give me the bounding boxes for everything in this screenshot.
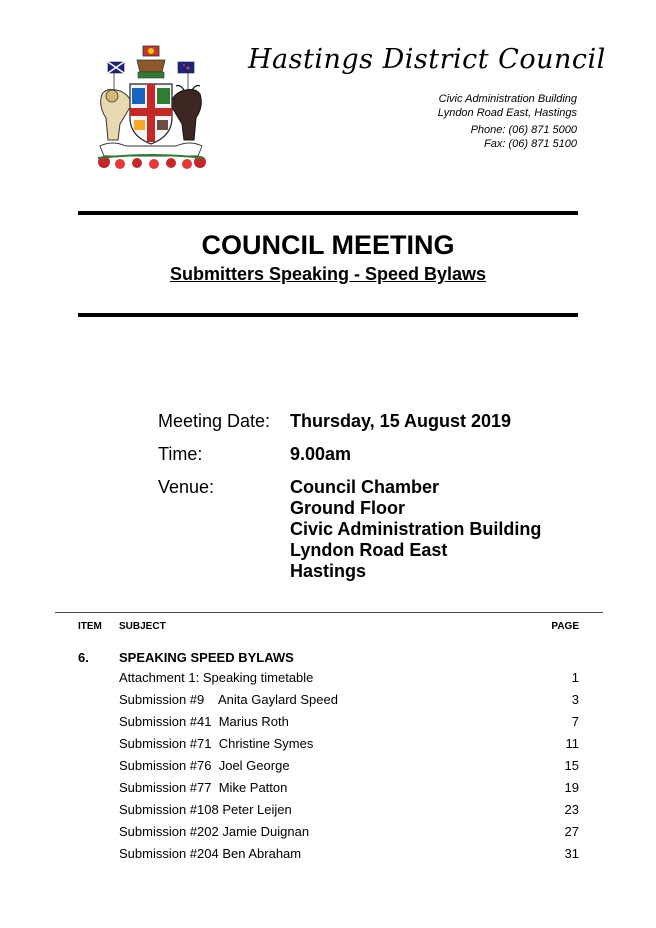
agenda-entry (78, 843, 579, 865)
entry-subject: Submission #41 Marius Roth (119, 714, 289, 729)
agenda-entry (78, 733, 579, 755)
council-coat-of-arms (92, 44, 210, 170)
entry-subject: Submission #76 Joel George (119, 758, 290, 773)
entry-page: 23 (564, 802, 579, 817)
address-line-street: Lyndon Road East, Hastings (437, 107, 577, 119)
entry-page: 1 (571, 670, 579, 685)
venue-line: Civic Administration Building (290, 519, 542, 539)
agenda-entry (78, 689, 579, 711)
entry-page: 7 (571, 714, 579, 729)
venue-line: Ground Floor (290, 498, 405, 518)
entry-page: 27 (564, 824, 579, 839)
agenda-entry (78, 711, 579, 733)
agenda-header-row (78, 620, 579, 634)
address-line-building: Civic Administration Building (438, 93, 577, 105)
venue-line: Council Chamber (290, 477, 440, 497)
entry-page: 19 (564, 780, 579, 795)
agenda-section-row (78, 649, 579, 667)
agenda-table (78, 620, 579, 865)
venue-label: Venue: (158, 477, 215, 497)
col-subject-header: SUBJECT (119, 621, 166, 632)
venue-value (290, 477, 541, 582)
entry-page: 15 (564, 758, 579, 773)
entry-subject: Submission #71 Christine Symes (119, 736, 314, 751)
agenda-entry (78, 821, 579, 843)
time-value: 9.00am (290, 444, 352, 464)
col-item-header: ITEM (78, 621, 102, 632)
entry-subject: Submission #108 Peter Leijen (119, 802, 292, 817)
entry-subject: Submission #204 Ben Abraham (119, 846, 302, 861)
agenda-entry (78, 799, 579, 821)
phone-number: Phone: (06) 871 5000 (470, 124, 577, 136)
entry-subject: Submission #77 Mike Patton (119, 780, 288, 795)
detail-row-time (158, 444, 541, 465)
entry-page: 3 (571, 692, 579, 707)
top-divider (78, 211, 578, 215)
venue-line: Hastings (290, 561, 367, 581)
council-name: Hastings District Council (248, 44, 606, 75)
col-page-header: PAGE (551, 621, 579, 632)
meeting-details (158, 411, 541, 582)
agenda-divider (55, 612, 603, 613)
date-label: Meeting Date: (158, 411, 271, 431)
entry-subject: Submission #202 Jamie Duignan (119, 824, 310, 839)
date-value: Thursday, 15 August 2019 (290, 411, 512, 431)
section-number: 6. (78, 650, 89, 665)
entry-subject: Submission #9 Anita Gaylard Speed (119, 692, 338, 707)
agenda-entry (78, 755, 579, 777)
section-title: SPEAKING SPEED BYLAWS (119, 650, 294, 665)
bottom-divider (78, 313, 578, 317)
time-label: Time: (158, 444, 203, 464)
fax-number: Fax: (06) 871 5100 (484, 138, 577, 150)
detail-row-date (158, 411, 541, 432)
council-address (438, 92, 577, 151)
meeting-title: COUNCIL MEETING (201, 230, 455, 260)
entry-subject: Attachment 1: Speaking timetable (119, 670, 314, 685)
entry-page: 11 (565, 736, 579, 751)
venue-line: Lyndon Road East (290, 540, 448, 560)
entry-page: 31 (564, 846, 579, 861)
agenda-entry (78, 667, 579, 689)
agenda-entry (78, 777, 579, 799)
detail-row-venue (158, 477, 541, 582)
meeting-subtitle: Submitters Speaking - Speed Bylaws (169, 264, 487, 284)
